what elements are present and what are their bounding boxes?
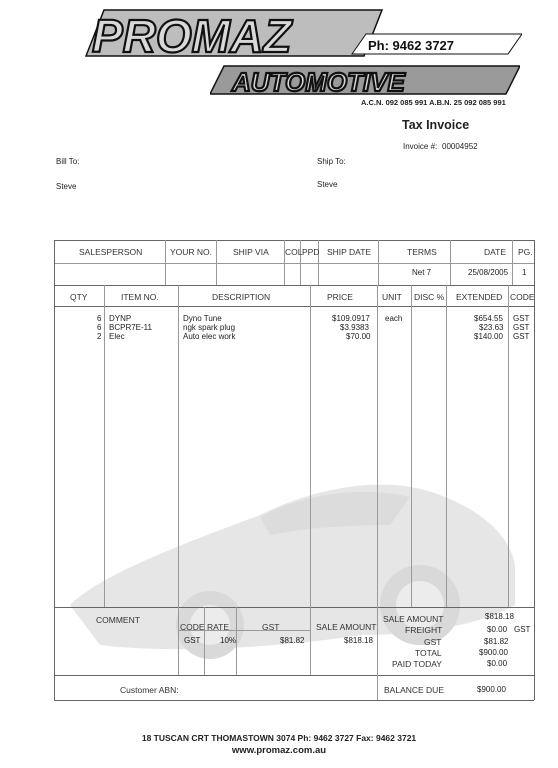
comment-label: COMMENT	[96, 615, 140, 625]
header-price: PRICE	[327, 292, 353, 302]
page-value: 1	[522, 268, 527, 277]
logo-phone: Ph: 9462 3727	[368, 38, 455, 53]
item-qty: 6	[97, 323, 102, 332]
company-registration: A.C.N. 092 085 991 A.B.N. 25 092 085 991	[361, 98, 506, 107]
item-description: Dyno Tune	[183, 314, 222, 323]
header-extended: EXTENDED	[456, 292, 503, 302]
footer-gst-value: $81.82	[280, 636, 305, 645]
header-your-no: YOUR NO.	[170, 247, 213, 257]
invoice-number: 00004952	[442, 142, 478, 151]
item-qty: 6	[97, 314, 102, 323]
totals-freight-value: $0.00	[487, 625, 508, 634]
totals-sale-amount-value: $818.18	[485, 612, 514, 621]
header-terms: TERMS	[407, 247, 437, 257]
logo-name-part1: PROMAZ	[92, 10, 292, 60]
header-unit: UNIT	[382, 292, 402, 302]
item-number: DYNP	[109, 314, 132, 323]
item-extended: $654.55	[474, 314, 503, 323]
footer-rate-label: RATE	[207, 622, 230, 632]
item-number: BCPR7E-11	[109, 323, 152, 332]
item-number: Elec	[109, 332, 125, 341]
footer-gst-label: GST	[262, 622, 280, 632]
header-ship-via: SHIP VIA	[233, 247, 269, 257]
item-price: $3.9383	[340, 323, 369, 332]
invoice-title: Tax Invoice	[402, 118, 470, 132]
bill-to-name: Steve	[56, 182, 77, 191]
item-description: Auto elec work	[183, 332, 236, 341]
footer-code-value: GST	[184, 636, 201, 645]
footer-sale-amount-value: $818.18	[344, 636, 373, 645]
terms-value: Net 7	[412, 268, 432, 277]
totals-freight-label: FREIGHT	[405, 625, 443, 635]
balance-due-label: BALANCE DUE	[384, 685, 444, 695]
item-code: GST	[513, 332, 530, 341]
item-price: $70.00	[346, 332, 371, 341]
totals-freight-code: GST	[514, 625, 531, 634]
item-extended: $23.63	[479, 323, 504, 332]
company-address: 18 TUSCAN CRT THOMASTOWN 3074 Ph: 9462 3727 Fax: 9462 3721	[141, 733, 417, 743]
item-qty: 2	[97, 332, 102, 341]
bill-to-label: Bill To:	[56, 157, 80, 166]
totals-gst-value: $81.82	[484, 637, 509, 646]
totals-total-label: TOTAL	[415, 648, 442, 658]
company-logo	[82, 6, 522, 60]
invoice-number-label: Invoice #:	[403, 142, 438, 151]
header-date: DATE	[484, 247, 507, 257]
item-unit: each	[385, 314, 403, 323]
header-salesperson: SALESPERSON	[79, 247, 143, 257]
header-ppd: PPD	[302, 247, 320, 257]
footer-code-label: CODE	[180, 622, 205, 632]
header-item-no: ITEM NO.	[121, 292, 159, 302]
header-code: CODE	[510, 292, 535, 302]
item-code: GST	[513, 314, 530, 323]
company-website: www.promaz.com.au	[231, 745, 327, 756]
balance-due-value: $900.00	[477, 685, 506, 694]
header-page: PG.	[518, 247, 533, 257]
item-description: ngk spark plug	[183, 323, 236, 332]
company-logo-subtitle	[210, 64, 520, 96]
totals-gst-label: GST	[424, 637, 442, 647]
item-price: $109.0917	[332, 314, 370, 323]
totals-total-value: $900.00	[479, 648, 508, 657]
header-disc: DISC %	[414, 292, 445, 302]
item-extended: $140.00	[474, 332, 503, 341]
totals-paid-today-value: $0.00	[487, 659, 508, 668]
totals-sale-amount-label: SALE AMOUNT	[383, 614, 444, 624]
footer-rate-value: 10%	[220, 636, 237, 645]
header-qty: QTY	[70, 292, 88, 302]
ship-to-label: Ship To:	[317, 157, 346, 166]
header-ship-date: SHIP DATE	[327, 247, 372, 257]
logo-name-part2: AUTOMOTIVE	[232, 67, 405, 96]
footer-sale-amount-label: SALE AMOUNT	[316, 622, 377, 632]
customer-abn-label: Customer ABN:	[120, 685, 179, 695]
item-code: GST	[513, 323, 530, 332]
header-col: COL	[285, 247, 303, 257]
ship-to-name: Steve	[317, 180, 338, 189]
header-description: DESCRIPTION	[212, 292, 271, 302]
totals-paid-today-label: PAID TODAY	[392, 659, 442, 669]
date-value: 25/08/2005	[468, 268, 509, 277]
